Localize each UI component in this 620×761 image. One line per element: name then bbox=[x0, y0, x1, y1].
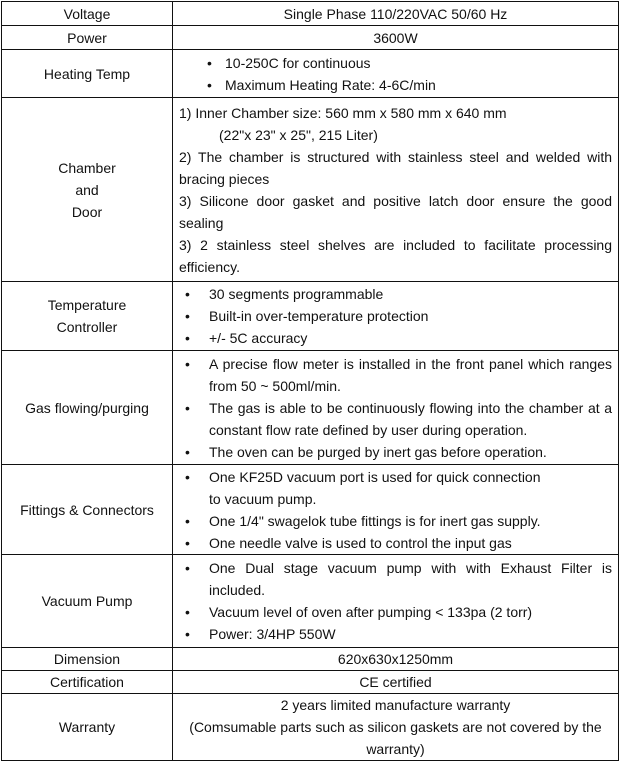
value-warranty bbox=[173, 694, 619, 761]
text-line: 2 years limited manufacture warranty bbox=[280, 697, 511, 713]
text-line: (22"x 23" x 25", 215 Liter) bbox=[219, 126, 378, 143]
value-voltage: Single Phase 110/220VAC 50/60 Hz bbox=[173, 2, 619, 26]
text-line: 2) The chamber is structured with stainless steel and welded with bracing pieces bbox=[179, 148, 612, 187]
list-item: • One Dual stage vacuum pump with with Exhaust Filter is included. bbox=[179, 557, 612, 601]
label-line: Controller bbox=[56, 319, 118, 335]
list-item: • One KF25D vacuum port is used for quick connection bbox=[179, 466, 612, 488]
row-temperature-controller bbox=[2, 282, 619, 351]
label-vacuum-pump: Vacuum Pump bbox=[2, 555, 173, 648]
label-fittings-connectors: Fittings & Connectors bbox=[2, 465, 173, 555]
list-item: • +/- 5C accuracy bbox=[179, 327, 612, 349]
row-power bbox=[2, 26, 619, 50]
list-item: • Vacuum level of oven after pumping < 133pa (2 torr) bbox=[179, 601, 612, 623]
label-line: Temperature bbox=[47, 297, 127, 313]
row-fittings-connectors bbox=[2, 465, 619, 555]
row-heating-temp bbox=[2, 50, 619, 98]
list-item-continuation: to vacuum pump. bbox=[209, 490, 317, 507]
value-gas-flowing bbox=[173, 351, 619, 465]
list-item: • Power: 3/4HP 550W bbox=[179, 623, 612, 645]
list-item: • Maximum Heating Rate: 4-6C/min bbox=[179, 74, 612, 96]
value-certification: CE certified bbox=[173, 671, 619, 694]
label-gas-flowing: Gas flowing/purging bbox=[2, 351, 173, 465]
label-temperature-controller bbox=[2, 282, 173, 351]
text-line: (Comsumable parts such as silicon gaskets are not covered by the warranty) bbox=[189, 719, 602, 757]
label-heating-temp: Heating Temp bbox=[2, 50, 173, 98]
list-item: • One 1/4" swagelok tube fittings is for inert gas supply. bbox=[179, 510, 612, 532]
label-line: and bbox=[75, 181, 99, 198]
label-chamber-door bbox=[2, 98, 173, 282]
value-vacuum-pump bbox=[173, 555, 619, 648]
text-line: 3) Silicone door gasket and positive latch door ensure the good sealing bbox=[179, 192, 612, 231]
row-chamber-door bbox=[2, 98, 619, 282]
list-item: • 30 segments programmable bbox=[179, 283, 612, 305]
row-warranty bbox=[2, 694, 619, 761]
label-line: Chamber bbox=[58, 159, 116, 176]
value-heating-temp bbox=[173, 50, 619, 98]
value-power: 3600W bbox=[173, 26, 619, 50]
label-certification: Certification bbox=[2, 671, 173, 694]
list-item: • One needle valve is used to control the input gas bbox=[179, 532, 612, 554]
list-item: • The oven can be purged by inert gas before operation. bbox=[179, 441, 612, 463]
row-voltage bbox=[2, 2, 619, 26]
row-certification bbox=[2, 671, 619, 694]
text-line: 3) 2 stainless steel shelves are included to facilitate processing efficiency. bbox=[179, 236, 612, 275]
list-item: • Built-in over-temperature protection bbox=[179, 305, 612, 327]
value-dimension: 620x630x1250mm bbox=[173, 648, 619, 671]
label-voltage: Voltage bbox=[2, 2, 173, 26]
value-temperature-controller bbox=[173, 282, 619, 351]
text-line: 1) Inner Chamber size: 560 mm x 580 mm x 640 mm bbox=[179, 104, 507, 121]
value-chamber-door bbox=[173, 98, 619, 282]
row-vacuum-pump bbox=[2, 555, 619, 648]
label-dimension: Dimension bbox=[2, 648, 173, 671]
label-warranty: Warranty bbox=[2, 694, 173, 761]
list-item: • The gas is able to be continuously flowing into the chamber at a constant flow rate defined by user during operation. bbox=[179, 397, 612, 441]
label-line: Door bbox=[71, 203, 103, 220]
row-dimension bbox=[2, 648, 619, 671]
list-item: • 10-250C for continuous bbox=[179, 52, 612, 74]
row-gas-flowing bbox=[2, 351, 619, 465]
label-power: Power bbox=[2, 26, 173, 50]
list-item: • A precise flow meter is installed in the front panel which ranges from 50 ~ 500ml/min. bbox=[179, 353, 612, 397]
spec-table bbox=[1, 1, 619, 761]
value-fittings-connectors bbox=[173, 465, 619, 555]
